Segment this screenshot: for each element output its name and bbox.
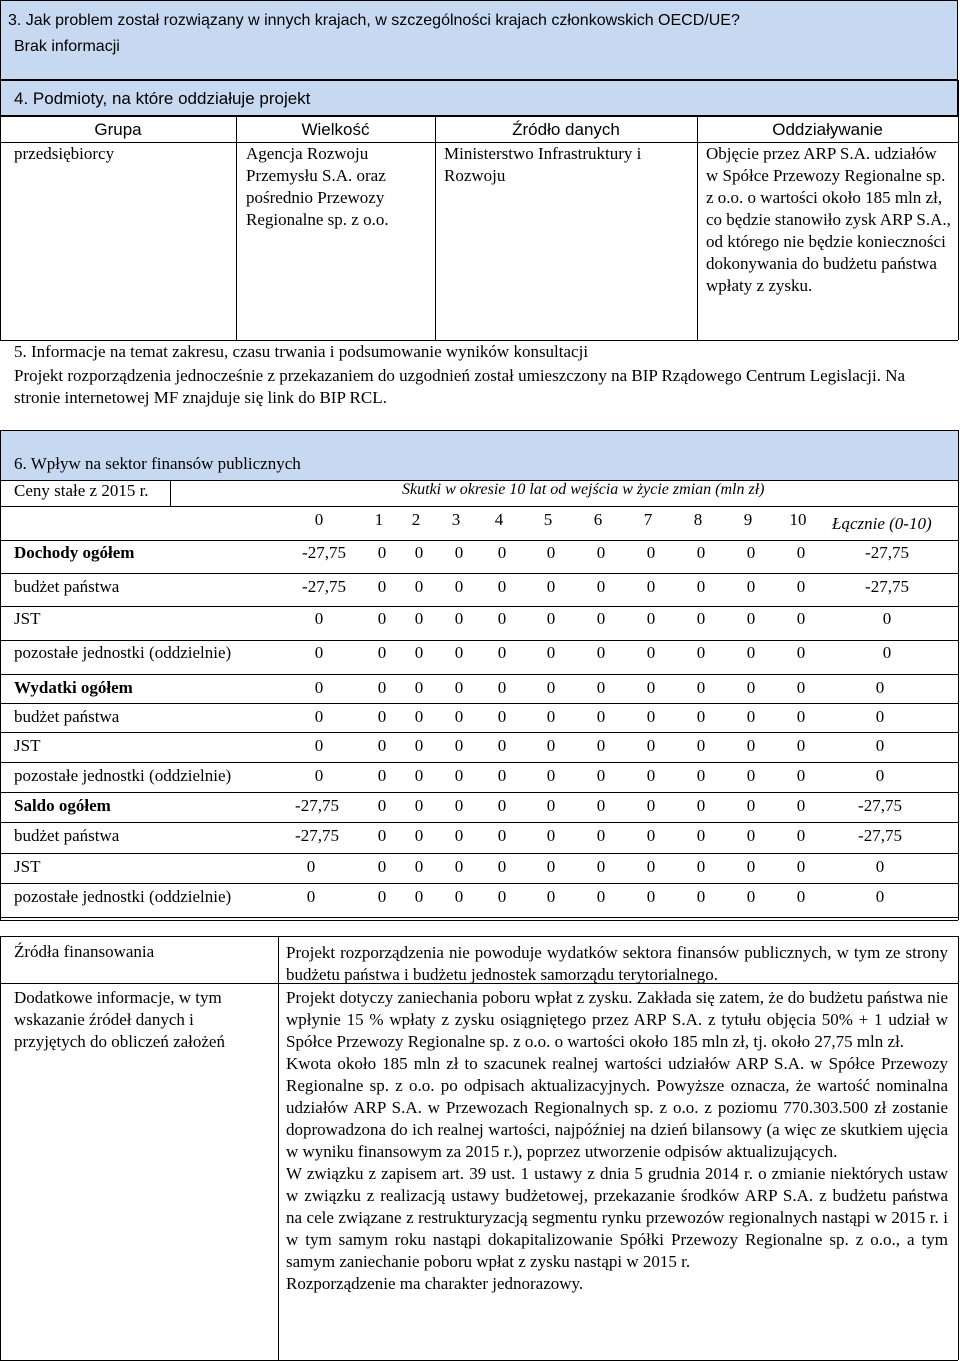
finance-grid-line [0, 853, 958, 854]
finance-total: -27,75 [865, 543, 909, 562]
year-header: 9 [743, 510, 753, 529]
finance-value: 0 [414, 643, 424, 662]
finance-row-label: budżet państwa [14, 826, 120, 845]
finance-value: 0 [454, 609, 464, 628]
finance-value: 0 [596, 609, 606, 628]
section-4-line [697, 116, 698, 340]
finance-value: 0 [596, 736, 606, 755]
finance-row-label: Dochody ogółem [14, 543, 135, 562]
finance-value: 0 [414, 609, 424, 628]
finance-value: 0 [596, 707, 606, 726]
total-header: Łącznie (0-10) [832, 514, 932, 533]
finance-value: 0 [796, 766, 806, 785]
finance-row [0, 887, 958, 917]
finance-value: 0 [497, 857, 507, 876]
finance-grid-line [0, 606, 958, 607]
finance-value: 0 [454, 543, 464, 562]
finance-value: 0 [497, 707, 507, 726]
finance-value: 0 [696, 543, 706, 562]
finance-value: 0 [696, 609, 706, 628]
section-4-line [958, 80, 959, 340]
finance-value: 0 [377, 577, 387, 596]
year-header: 6 [593, 510, 603, 529]
finance-total: 0 [875, 887, 885, 906]
finance-total: 0 [882, 643, 892, 662]
finance-value: 0 [377, 707, 387, 726]
finance-value: 0 [454, 826, 464, 845]
section-5-line [0, 340, 958, 341]
finance-value: 0 [314, 643, 324, 662]
finance-value: 0 [746, 577, 756, 596]
finance-value: -27,75 [302, 543, 346, 562]
finance-value: 0 [796, 796, 806, 815]
finance-value: -27,75 [295, 826, 339, 845]
finance-value: 0 [596, 577, 606, 596]
finance-total: 0 [875, 736, 885, 755]
finance-total: 0 [875, 707, 885, 726]
finance-value: 0 [596, 857, 606, 876]
finance-value: 0 [746, 796, 756, 815]
finance-row [0, 543, 958, 573]
finance-value: 0 [497, 796, 507, 815]
finance-value: 0 [414, 678, 424, 697]
finance-value: 0 [546, 887, 556, 906]
finance-total: 0 [875, 678, 885, 697]
finance-value: 0 [377, 736, 387, 755]
additional-info-paragraph: Kwota około 185 mln zł to szacunek realnej wartości udziałów ARP S.A. w Spółce Przewozy Regionalne sp. z o.o. po odpisach aktualizacyjnych. Powyższe oznacza, że wartość nominalna udziałów ARP S.A. w Przewozach Regionalnych sp. z o.o. z poziomu 770.303.500 zł zostanie doprowadzona do ich realnej wartości, najpóźniej na dzień bilansowy (a więc ze skutkiem ujęcia w wyniku finansowym za 2015 r.), poprzez utworzenie odpisów aktualizujących. [286, 1054, 948, 1161]
finance-value: 0 [306, 887, 316, 906]
additional-info-paragraph: W związku z zapisem art. 39 ust. 1 ustawy z dnia 5 grudnia 2014 r. o zmianie niektórych ustaw w związku z realizacją ustawy budżetowej, przekazanie środków ARP S.A. z budżetu państwa na cele związane z restrukturyzacją segmentu rynku przewozów regionalnych nastąpi w 2015 r. i w tym samym roku nastąpi dokapitalizowanie Spółki Przewozy Regionalne sp. z o.o., a tym samym zaniechanie poboru wpłat z zysku nastąpi w 2015 r. [286, 1164, 948, 1271]
year-header: 10 [789, 510, 807, 529]
year-header: 3 [451, 510, 461, 529]
finance-value: 0 [454, 857, 464, 876]
section-5-title: 5. Informacje na temat zakresu, czasu trwania i podsumowanie wyników konsultacji [14, 342, 589, 361]
finance-value: 0 [646, 857, 656, 876]
finance-value: 0 [696, 857, 706, 876]
finance-value: 0 [596, 678, 606, 697]
column-header-size: Wielkość [301, 120, 370, 139]
additional-info-paragraph: Rozporządzenie ma charakter jednorazowy. [286, 1274, 584, 1293]
finance-value: 0 [497, 643, 507, 662]
finance-value: 0 [454, 678, 464, 697]
finance-total: 0 [882, 609, 892, 628]
finance-value: 0 [546, 857, 556, 876]
finance-value: -27,75 [302, 577, 346, 596]
finance-value: 0 [377, 766, 387, 785]
finance-value: 0 [696, 643, 706, 662]
finance-value: 0 [454, 796, 464, 815]
finance-value: 0 [746, 707, 756, 726]
finance-value: 0 [497, 826, 507, 845]
finance-value: 0 [746, 857, 756, 876]
financing-sources-text: Projekt rozporządzenia nie powoduje wydatków sektora finansów publicznych, w tym ze strony budżetu państwa i budżetu jednostek samorządu terytorialnego. [286, 943, 948, 984]
finance-grid-line [0, 640, 958, 641]
finance-value: 0 [497, 887, 507, 906]
finance-value: 0 [796, 826, 806, 845]
finance-value: 0 [377, 887, 387, 906]
finance-row [0, 643, 958, 673]
section-5-text: Projekt rozporządzenia jednocześnie z przekazaniem do uzgodnień został umieszczony na BIP Rządowego Centrum Legislacji. Na stronie internetowej MF znajduje się link do BIP RCL. [14, 366, 906, 407]
finance-total: -27,75 [858, 796, 902, 815]
finance-grid-line [0, 792, 958, 793]
finance-value: 0 [314, 609, 324, 628]
section-3-info: Brak informacji [14, 38, 120, 55]
finance-row-label: pozostałe jednostki (oddzielnie) [14, 887, 232, 906]
finance-value: 0 [546, 609, 556, 628]
finance-row-label: JST [14, 736, 41, 755]
finance-value: 0 [746, 766, 756, 785]
finance-total: 0 [875, 857, 885, 876]
year-header: 0 [314, 510, 324, 529]
finance-total: -27,75 [858, 826, 902, 845]
finance-value: 0 [746, 609, 756, 628]
section-6-line [958, 430, 959, 920]
finance-value: 0 [546, 707, 556, 726]
finance-value: 0 [696, 678, 706, 697]
finance-value: 0 [596, 766, 606, 785]
finance-value: 0 [796, 857, 806, 876]
finance-value: 0 [646, 887, 656, 906]
finance-value: 0 [306, 857, 316, 876]
finance-value: 0 [646, 643, 656, 662]
finance-value: 0 [454, 766, 464, 785]
finance-row-label: Saldo ogółem [14, 796, 111, 815]
finance-value: 0 [746, 643, 756, 662]
year-header: 8 [693, 510, 703, 529]
financing-line [0, 936, 958, 937]
finance-value: 0 [414, 887, 424, 906]
finance-row-label: pozostałe jednostki (oddzielnie) [14, 643, 232, 662]
finance-grid-line [0, 822, 958, 823]
finance-value: 0 [746, 736, 756, 755]
finance-total: 0 [875, 766, 885, 785]
column-header-source: Źródło danych [512, 120, 620, 139]
finance-value: 0 [646, 707, 656, 726]
finance-value: 0 [497, 736, 507, 755]
finance-value: 0 [377, 857, 387, 876]
cell-group: przedsiębiorcy [14, 144, 115, 163]
finance-value: 0 [377, 678, 387, 697]
finance-value: 0 [646, 826, 656, 845]
finance-value: 0 [696, 796, 706, 815]
finance-value: 0 [314, 766, 324, 785]
finance-value: 0 [454, 736, 464, 755]
finance-value: 0 [596, 543, 606, 562]
finance-value: 0 [696, 577, 706, 596]
finance-value: 0 [646, 609, 656, 628]
finance-value: 0 [796, 707, 806, 726]
finance-row-label: budżet państwa [14, 577, 120, 596]
finance-value: 0 [696, 826, 706, 845]
finance-value: 0 [454, 887, 464, 906]
finance-value: 0 [454, 643, 464, 662]
financing-line [278, 936, 279, 1360]
finance-grid-line [0, 540, 958, 541]
financing-line [958, 936, 959, 1360]
finance-value: 0 [546, 543, 556, 562]
finance-value: 0 [646, 736, 656, 755]
finance-value: 0 [377, 543, 387, 562]
finance-value: 0 [546, 678, 556, 697]
section-6-line [0, 506, 958, 507]
column-header-group: Grupa [94, 120, 142, 139]
finance-value: 0 [546, 577, 556, 596]
finance-value: 0 [696, 707, 706, 726]
finance-value: 0 [646, 543, 656, 562]
year-header: 7 [643, 510, 653, 529]
section-4-line [0, 80, 1, 340]
additional-info-text [286, 987, 948, 1295]
section-6-line [0, 430, 958, 431]
finance-value: 0 [377, 796, 387, 815]
section-6-line [170, 480, 171, 506]
finance-value: 0 [696, 766, 706, 785]
finance-value: 0 [314, 678, 324, 697]
finance-value: 0 [454, 577, 464, 596]
finance-value: 0 [796, 678, 806, 697]
finance-row [0, 577, 958, 607]
section-4-line [435, 116, 436, 340]
finance-value: 0 [596, 826, 606, 845]
finance-value: 0 [377, 609, 387, 628]
column-header-impact: Oddziaływanie [772, 120, 883, 139]
finance-value: 0 [546, 826, 556, 845]
finance-value: 0 [596, 887, 606, 906]
finance-row-label: Wydatki ogółem [14, 678, 133, 697]
finance-value: 0 [746, 887, 756, 906]
finance-value: 0 [414, 766, 424, 785]
year-header: 1 [374, 510, 384, 529]
finance-value: 0 [377, 643, 387, 662]
finance-value: 0 [746, 678, 756, 697]
finance-value: 0 [497, 766, 507, 785]
finance-value: 0 [596, 643, 606, 662]
finance-grid-line [0, 573, 958, 574]
finance-value: 0 [414, 577, 424, 596]
finance-value: 0 [414, 796, 424, 815]
finance-value: 0 [497, 609, 507, 628]
finance-value: 0 [414, 543, 424, 562]
cell-source: Ministerstwo Infrastruktury i Rozwoju [444, 144, 642, 185]
finance-value: 0 [646, 796, 656, 815]
finance-value: 0 [414, 826, 424, 845]
finance-value: 0 [497, 678, 507, 697]
finance-value: 0 [377, 826, 387, 845]
finance-value: 0 [414, 707, 424, 726]
prices-label: Ceny stałe z 2015 r. [14, 481, 149, 500]
financing-line [0, 936, 1, 1360]
financing-sources-label: Źródła finansowania [14, 942, 155, 961]
finance-value: 0 [746, 543, 756, 562]
finance-grid-line [0, 732, 958, 733]
finance-total: -27,75 [865, 577, 909, 596]
finance-value: 0 [546, 766, 556, 785]
year-header: 4 [494, 510, 504, 529]
finance-grid-line [0, 703, 958, 704]
finance-value: 0 [546, 796, 556, 815]
section-6-title: 6. Wpływ na sektor finansów publicznych [14, 454, 301, 473]
finance-value: 0 [546, 736, 556, 755]
finance-grid-line [0, 674, 958, 675]
additional-info-label: Dodatkowe informacje, w tym wskazanie źródeł danych i przyjętych do obliczeń założeń [14, 988, 225, 1051]
finance-value: 0 [696, 887, 706, 906]
finance-value: 0 [646, 766, 656, 785]
finance-value: 0 [796, 577, 806, 596]
cell-size: Agencja Rozwoju Przemysłu S.A. oraz pośrednio Przewozy Regionalne sp. z o.o. [246, 144, 389, 229]
financing-line [0, 920, 958, 921]
finance-value: 0 [796, 736, 806, 755]
finance-value: 0 [796, 609, 806, 628]
finance-value: 0 [696, 736, 706, 755]
finance-value: 0 [454, 707, 464, 726]
years-row [0, 510, 958, 540]
finance-value: 0 [796, 643, 806, 662]
finance-value: 0 [414, 736, 424, 755]
year-header: 5 [543, 510, 553, 529]
year-header: 2 [411, 510, 421, 529]
finance-value: 0 [414, 857, 424, 876]
finance-value: 0 [546, 643, 556, 662]
finance-grid-line [0, 762, 958, 763]
finance-value: 0 [646, 577, 656, 596]
finance-value: 0 [314, 736, 324, 755]
section-4-line [0, 116, 958, 117]
finance-row-label: pozostałe jednostki (oddzielnie) [14, 766, 232, 785]
finance-row-label: JST [14, 857, 41, 876]
finance-value: 0 [596, 796, 606, 815]
section-3-title: 3. Jak problem został rozwiązany w innych krajach, w szczególności krajach członkowskich OECD/UE? [8, 12, 740, 29]
section-4-title: 4. Podmioty, na które oddziałuje projekt [14, 89, 311, 108]
finance-value: 0 [497, 543, 507, 562]
finance-row [0, 609, 958, 639]
cell-impact: Objęcie przez ARP S.A. udziałów w Spółce Przewozy Regionalne sp. z o.o. o wartości około 185 mln zł, co będzie stanowiło zysk ARP S.A., od którego nie będzie konieczności dokonywania do budżetu państwa wpłaty z zysku. [706, 144, 951, 295]
effects-header: Skutki w okresie 10 lat od wejścia w życie zmian (mln zł) [402, 481, 765, 498]
finance-value: 0 [746, 826, 756, 845]
finance-row-label: budżet państwa [14, 707, 120, 726]
section-4-line [236, 116, 237, 340]
finance-grid-line [0, 883, 958, 884]
finance-value: 0 [796, 543, 806, 562]
finance-row-label: JST [14, 609, 41, 628]
finance-value: -27,75 [295, 796, 339, 815]
additional-info-paragraph: Projekt dotyczy zaniechania poboru wpłat z zysku. Zakłada się zatem, że do budżetu państwa nie wpłynie 15 % wpłaty z zysku osiągniętego przez ARP S.A. z tytułu objęcia 50% + 1 udział w Spółce Przewozy Regionalne sp. z o.o. o wartości około 185 mln zł, tj. około 27,75 mln zł. [286, 988, 948, 1051]
finance-value: 0 [497, 577, 507, 596]
finance-row [0, 826, 958, 856]
finance-value: 0 [796, 887, 806, 906]
finance-grid-line [0, 917, 958, 918]
finance-value: 0 [314, 707, 324, 726]
finance-value: 0 [646, 678, 656, 697]
